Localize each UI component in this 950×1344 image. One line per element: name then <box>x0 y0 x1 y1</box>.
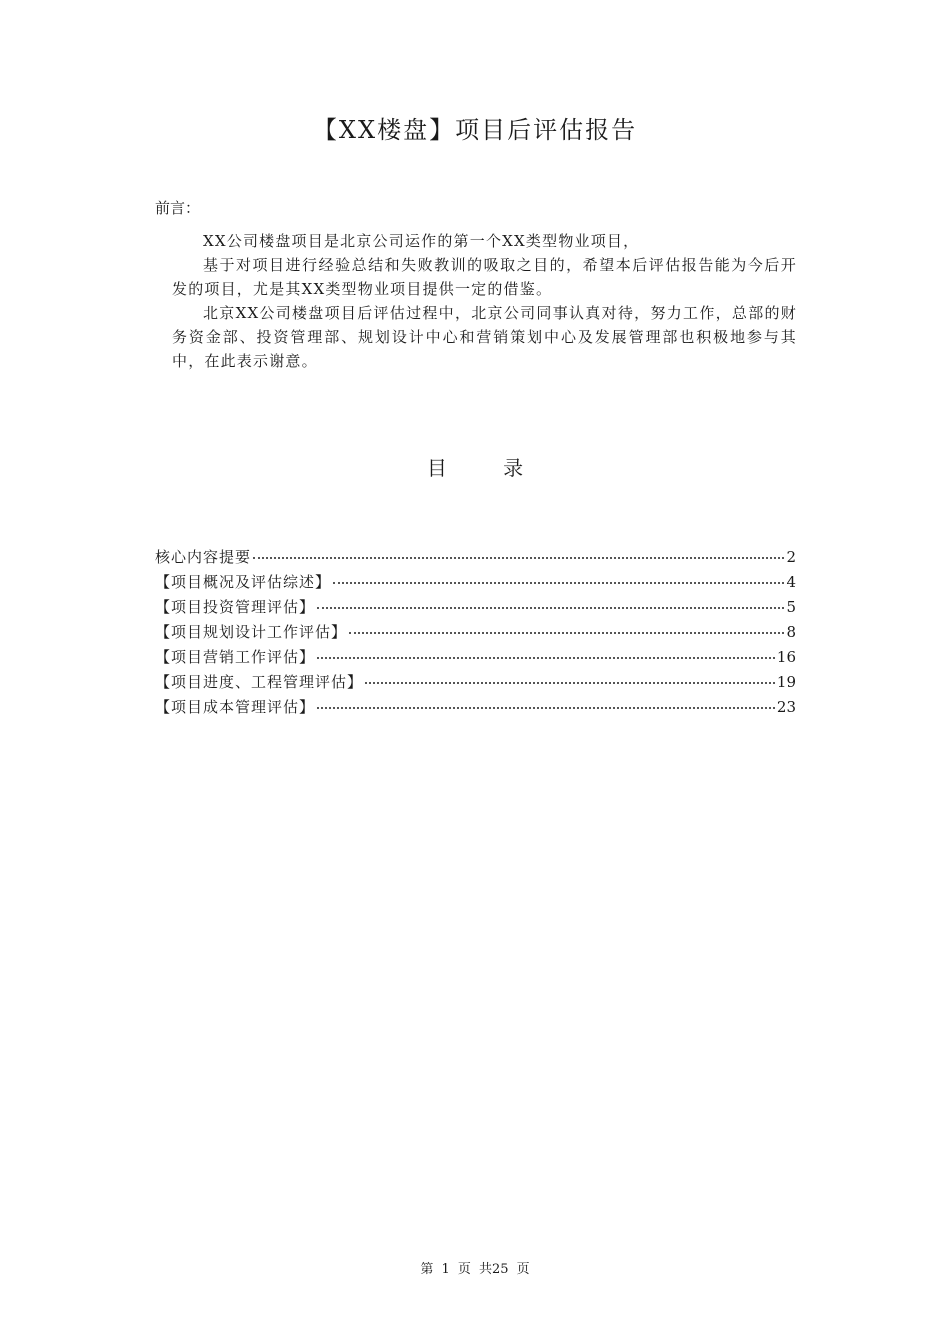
preface-paragraph: XX公司楼盘项目是北京公司运作的第一个XX类型物业项目， <box>203 232 640 250</box>
preface-body <box>172 229 797 373</box>
toc-entry-label: 【项目概况及评估综述】 <box>155 573 332 591</box>
toc-entry-planning-design[interactable] <box>155 621 796 646</box>
page-footer: 第 1 页 共25 页 <box>420 1262 530 1277</box>
preface-paragraph: 北京XX公司楼盘项目后评估过程中，北京公司同事认真对待，努力工作，总部的财务资金部、投资管理部、规划设计中心和营销策划中心及发展管理部也积极地参与其中，在此表示谢意。 <box>172 304 797 370</box>
toc-entry-label: 【项目投资管理评估】 <box>155 598 316 616</box>
toc-entry-label: 【项目规划设计工作评估】 <box>155 623 348 641</box>
toc-entry-page: 2 <box>786 548 796 566</box>
toc-leader-dots <box>317 703 775 709</box>
toc-entry-page: 16 <box>776 648 796 666</box>
toc-leader-dots <box>349 628 784 634</box>
toc-entry-page: 5 <box>786 598 796 616</box>
toc-entry-cost[interactable] <box>155 696 796 721</box>
toc-entry-page: 23 <box>776 698 796 716</box>
toc-entry-overview[interactable] <box>155 571 796 596</box>
toc-leader-dots <box>317 603 784 609</box>
toc-leader-dots <box>365 678 775 684</box>
toc-entry-page: 19 <box>776 673 796 691</box>
preface-label: 前言： <box>155 199 201 217</box>
toc-entry-marketing[interactable] <box>155 646 796 671</box>
toc-entry-investment[interactable] <box>155 596 796 621</box>
toc-entry-schedule-engineering[interactable] <box>155 671 796 696</box>
toc-entry-summary[interactable] <box>155 546 796 571</box>
document-title: 【XX楼盘】项目后评估报告 <box>312 116 638 144</box>
table-of-contents <box>155 546 796 721</box>
toc-entry-label: 【项目营销工作评估】 <box>155 648 316 666</box>
toc-entry-label: 【项目进度、工程管理评估】 <box>155 673 364 691</box>
toc-leader-dots <box>333 578 784 584</box>
toc-leader-dots <box>317 653 775 659</box>
toc-leader-dots <box>253 553 784 559</box>
toc-entry-page: 4 <box>786 573 796 591</box>
toc-entry-page: 8 <box>786 623 796 641</box>
preface-paragraph: 基于对项目进行经验总结和失败教训的吸取之目的，希望本后评估报告能为今后开发的项目，尤是其XX类型物业项目提供一定的借鉴。 <box>172 256 797 298</box>
toc-heading: 目 录 <box>426 456 524 480</box>
toc-entry-label: 核心内容提要 <box>155 548 252 566</box>
toc-entry-label: 【项目成本管理评估】 <box>155 698 316 716</box>
